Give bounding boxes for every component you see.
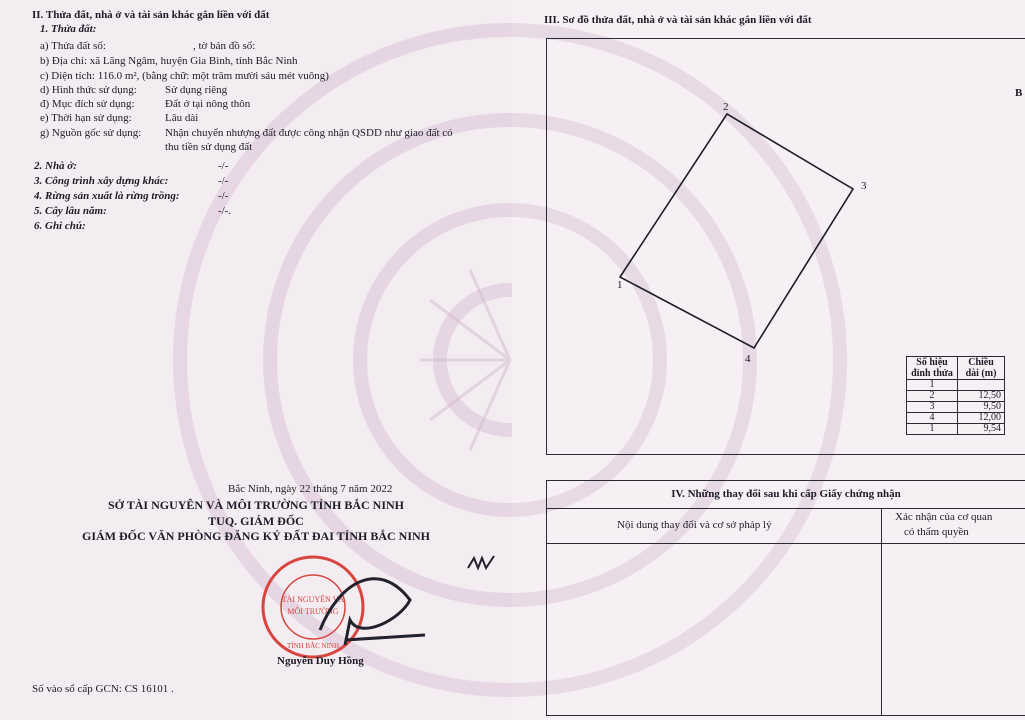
svg-text:TÀI NGUYÊN VÀ: TÀI NGUYÊN VÀ	[281, 595, 345, 604]
issuing-authority: SỞ TÀI NGUYÊN VÀ MÔI TRƯỜNG TỈNH BẮC NINH	[107, 498, 405, 512]
on-behalf-line: TUQ. GIÁM ĐỐC	[208, 514, 304, 528]
changes-table	[546, 480, 1025, 716]
vertex-label-1: 1	[617, 279, 623, 291]
map-sheet-label: , tờ bản đồ số:	[193, 40, 256, 52]
issue-date: Bắc Ninh, ngày 22 tháng 7 năm 2022	[228, 483, 393, 495]
initials-mark	[466, 552, 498, 574]
changes-col-confirm-1: Xác nhận của cơ quan	[895, 511, 993, 523]
changes-column-divider	[881, 508, 882, 715]
address-line: b) Địa chỉ: xã Lãng Ngâm, huyện Gia Bình, tỉnh Bắc Ninh	[40, 55, 298, 67]
note-label: 6. Ghi chú:	[34, 220, 86, 232]
house-label: 2. Nhà ở:	[34, 160, 77, 172]
table-row: 1	[907, 380, 1005, 391]
origin-label: g) Nguồn gốc sử dụng:	[40, 127, 142, 139]
edge-length-table	[906, 356, 1005, 435]
parcel-outline	[620, 114, 853, 348]
section-ii-title: II. Thửa đất, nhà ở và tài sản khác gắn liền với đất	[32, 9, 270, 21]
table-header-point: Số hiệu đỉnh thửa	[907, 357, 958, 380]
construction-value: -/-	[218, 175, 229, 187]
land-heading: 1. Thửa đất:	[40, 23, 97, 35]
usage-form-label: d) Hình thức sử dụng:	[40, 84, 137, 96]
signer-name: Nguyễn Duy Hồng	[277, 655, 364, 667]
usage-term-label: e) Thời hạn sử dụng:	[40, 112, 132, 124]
changes-col-content: Nội dung thay đổi và cơ sở pháp lý	[617, 519, 772, 531]
certificate-number: Số vào sổ cấp GCN: CS 16101 .	[32, 683, 174, 695]
origin-value-cont: thu tiền sử dụng đất	[165, 141, 253, 153]
section-iii-title: III. Sơ đồ thửa đất, nhà ở và tài sản khác gắn liền với đất	[544, 14, 812, 26]
vertex-label-2: 2	[723, 101, 729, 113]
house-value: -/-	[218, 160, 229, 172]
section-iv-title: IV. Những thay đổi sau khi cấp Giấy chứng nhận	[547, 481, 1025, 509]
area-line: c) Diện tích: 116.0 m², (bằng chữ: một trăm mười sáu mét vuông)	[40, 70, 329, 82]
svg-text:MÔI TRƯỜNG: MÔI TRƯỜNG	[287, 607, 339, 616]
usage-term-value: Lâu dài	[165, 112, 199, 124]
svg-text:TỈNH BẮC NINH: TỈNH BẮC NINH	[286, 642, 340, 650]
table-row: 4 12,00	[907, 413, 1005, 424]
perennial-value: -/-.	[218, 205, 232, 217]
right-page	[512, 0, 1025, 720]
table-row: 1 9,54	[907, 424, 1005, 435]
usage-form-value: Sử dụng riêng	[165, 84, 228, 96]
table-row: 2 12,50	[907, 391, 1005, 402]
left-page	[0, 0, 512, 720]
table-row: 3 9,50	[907, 402, 1005, 413]
usage-purpose-label: đ) Mục đích sử dụng:	[40, 98, 135, 110]
parcel-number-label: a) Thửa đất số:	[40, 40, 106, 52]
vertex-label-3: 3	[861, 180, 867, 192]
perennial-label: 5. Cây lâu năm:	[34, 205, 107, 217]
director-title: GIÁM ĐỐC VĂN PHÒNG ĐĂNG KÝ ĐẤT ĐAI TỈNH BẮC NINH	[81, 529, 431, 543]
north-mark: B	[1015, 87, 1023, 99]
vertex-label-4: 4	[745, 353, 751, 365]
signature	[300, 560, 430, 650]
table-header-length: Chiều dài (m)	[958, 357, 1005, 380]
forest-label: 4. Rừng sản xuất là rừng trồng:	[34, 190, 180, 202]
usage-purpose-value: Đất ở tại nông thôn	[165, 98, 251, 110]
changes-header-row	[547, 508, 1025, 544]
origin-value: Nhận chuyển nhượng đất được công nhận QSDD như giao đất có	[165, 127, 453, 139]
construction-label: 3. Công trình xây dựng khác:	[34, 175, 169, 187]
forest-value: -/-	[218, 190, 229, 202]
changes-col-confirm-2: có thẩm quyền	[904, 526, 969, 538]
